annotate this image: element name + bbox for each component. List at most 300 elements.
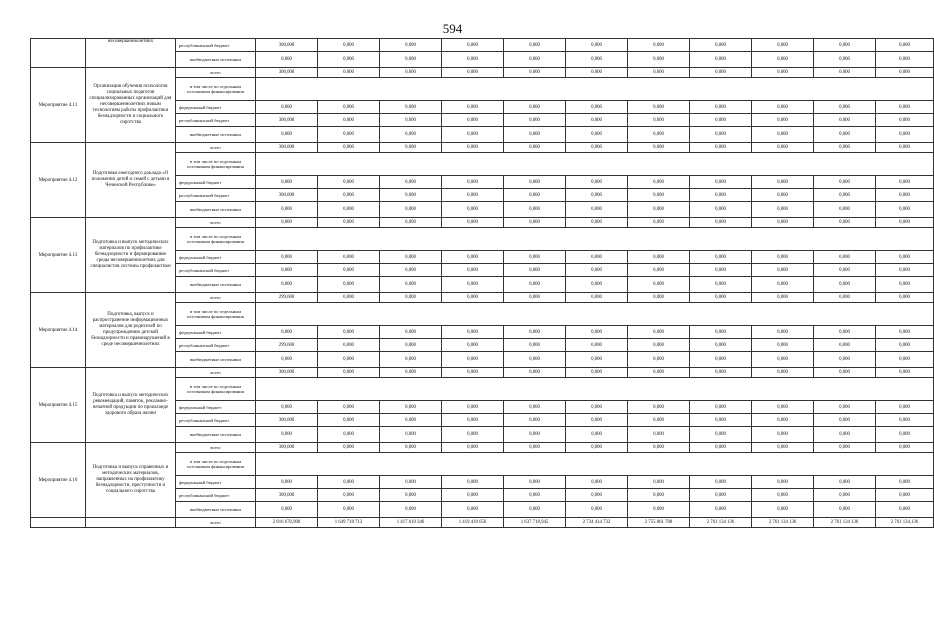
source-cell: всего bbox=[176, 368, 256, 378]
value-cell: 0,000 bbox=[690, 476, 752, 489]
value-cell: 0,000 bbox=[628, 339, 690, 352]
value-cell: 0,000 bbox=[566, 352, 628, 368]
value-cell: 0,000 bbox=[814, 176, 876, 189]
source-cell: внебюджетные источники bbox=[176, 427, 256, 443]
value-cell: 0,000 bbox=[504, 427, 566, 443]
value-cell: 0,000 bbox=[566, 251, 628, 264]
empty-value-cell bbox=[256, 228, 934, 251]
value-cell: 0,000 bbox=[380, 143, 442, 153]
value-cell: 0,000 bbox=[504, 352, 566, 368]
source-cell: республиканский бюджет bbox=[176, 489, 256, 502]
value-cell: 0,000 bbox=[256, 202, 318, 218]
value-cell: 0,000 bbox=[256, 251, 318, 264]
value-cell: 0,000 bbox=[814, 218, 876, 228]
value-cell: 0,000 bbox=[752, 68, 814, 78]
value-cell: 0,000 bbox=[256, 476, 318, 489]
value-cell: 0,000 bbox=[752, 401, 814, 414]
value-cell: 0,000 bbox=[566, 202, 628, 218]
value-cell: 0,000 bbox=[380, 218, 442, 228]
value-cell: 0,000 bbox=[442, 326, 504, 339]
source-cell: всего bbox=[176, 143, 256, 153]
value-cell: 0,000 bbox=[876, 339, 934, 352]
value-cell: 0,000 bbox=[814, 489, 876, 502]
source-cell: в том числе по отдельным источникам финансирования bbox=[176, 228, 256, 251]
value-cell: 0,000 bbox=[504, 218, 566, 228]
value-cell: 0,000 bbox=[380, 427, 442, 443]
value-cell: 0,000 bbox=[876, 502, 934, 518]
value-cell: 0,000 bbox=[442, 127, 504, 143]
value-cell: 0,000 bbox=[566, 101, 628, 114]
value-cell: 0,000 bbox=[566, 401, 628, 414]
value-cell: 0,000 bbox=[752, 414, 814, 427]
value-cell: 0,000 bbox=[752, 176, 814, 189]
value-cell: 300,000 bbox=[256, 114, 318, 127]
value-cell: 0,000 bbox=[256, 401, 318, 414]
value-cell: 0,000 bbox=[442, 101, 504, 114]
value-cell: 0,000 bbox=[504, 368, 566, 378]
source-cell: всего bbox=[176, 518, 256, 528]
value-cell: 0,000 bbox=[690, 127, 752, 143]
value-cell: 0,000 bbox=[318, 176, 380, 189]
value-cell: 0,000 bbox=[628, 326, 690, 339]
value-cell: 0,000 bbox=[318, 189, 380, 202]
value-cell: 0,000 bbox=[442, 352, 504, 368]
value-cell: 2 761 134,136 bbox=[876, 518, 934, 528]
value-cell: 0,000 bbox=[876, 326, 934, 339]
value-cell: 0,000 bbox=[504, 68, 566, 78]
value-cell: 0,000 bbox=[566, 143, 628, 153]
value-cell: 0,000 bbox=[256, 176, 318, 189]
value-cell: 0,000 bbox=[814, 502, 876, 518]
value-cell: 0,000 bbox=[690, 251, 752, 264]
value-cell: 0,000 bbox=[628, 202, 690, 218]
value-cell: 0,000 bbox=[814, 427, 876, 443]
value-cell: 0,000 bbox=[876, 251, 934, 264]
source-cell: всего bbox=[176, 68, 256, 78]
value-cell: 0,000 bbox=[566, 68, 628, 78]
value-cell: 0,000 bbox=[318, 277, 380, 293]
value-cell: 0,000 bbox=[690, 339, 752, 352]
value-cell: 0,000 bbox=[814, 189, 876, 202]
value-cell: 0,000 bbox=[752, 476, 814, 489]
value-cell: 0,000 bbox=[566, 114, 628, 127]
table-row bbox=[31, 218, 934, 228]
value-cell: 0,000 bbox=[318, 502, 380, 518]
value-cell: 0,000 bbox=[318, 427, 380, 443]
source-cell: всего bbox=[176, 443, 256, 453]
value-cell: 0,000 bbox=[814, 101, 876, 114]
value-cell: 0,000 bbox=[256, 101, 318, 114]
value-cell: 0,000 bbox=[876, 202, 934, 218]
value-cell: 0,000 bbox=[256, 127, 318, 143]
value-cell: 0,000 bbox=[752, 127, 814, 143]
value-cell: 0,000 bbox=[442, 176, 504, 189]
value-cell: 0,000 bbox=[442, 143, 504, 153]
value-cell: 0,000 bbox=[628, 127, 690, 143]
value-cell: 0,000 bbox=[318, 293, 380, 303]
total-row bbox=[31, 518, 934, 528]
value-cell: 0,000 bbox=[256, 502, 318, 518]
value-cell: 0,000 bbox=[442, 114, 504, 127]
value-cell: 300,000 bbox=[256, 189, 318, 202]
value-cell: 0,000 bbox=[876, 176, 934, 189]
value-cell: 0,000 bbox=[256, 52, 318, 68]
value-cell: 0,000 bbox=[876, 127, 934, 143]
source-cell: республиканский бюджет bbox=[176, 114, 256, 127]
value-cell: 0,000 bbox=[814, 293, 876, 303]
value-cell: 0,000 bbox=[318, 368, 380, 378]
value-cell: 0,000 bbox=[876, 476, 934, 489]
value-cell: 0,000 bbox=[876, 218, 934, 228]
value-cell: 0,000 bbox=[504, 277, 566, 293]
value-cell: 0,000 bbox=[628, 414, 690, 427]
value-cell: 0,000 bbox=[814, 127, 876, 143]
value-cell: 0,000 bbox=[814, 277, 876, 293]
value-cell: 0,000 bbox=[504, 114, 566, 127]
value-cell: 0,000 bbox=[566, 427, 628, 443]
value-cell: 0,000 bbox=[380, 489, 442, 502]
empty-value-cell bbox=[256, 303, 934, 326]
value-cell: 0,000 bbox=[690, 218, 752, 228]
value-cell: 0,000 bbox=[566, 476, 628, 489]
value-cell: 0,000 bbox=[566, 127, 628, 143]
value-cell: 0,000 bbox=[876, 368, 934, 378]
value-cell: 0,000 bbox=[690, 401, 752, 414]
value-cell: 0,000 bbox=[628, 189, 690, 202]
value-cell: 0,000 bbox=[752, 339, 814, 352]
measure-description-cell bbox=[86, 518, 176, 528]
value-cell: 0,000 bbox=[814, 264, 876, 277]
value-cell: 0,000 bbox=[628, 368, 690, 378]
value-cell: 0,000 bbox=[566, 339, 628, 352]
value-cell: 0,000 bbox=[690, 68, 752, 78]
value-cell: 0,000 bbox=[380, 264, 442, 277]
value-cell: 0,000 bbox=[752, 189, 814, 202]
value-cell: 0,000 bbox=[504, 101, 566, 114]
value-cell: 0,000 bbox=[504, 143, 566, 153]
value-cell: 0,000 bbox=[318, 489, 380, 502]
value-cell: 0,000 bbox=[814, 114, 876, 127]
value-cell: 0,000 bbox=[504, 414, 566, 427]
value-cell: 0,000 bbox=[566, 368, 628, 378]
value-cell: 0,000 bbox=[504, 401, 566, 414]
value-cell: 0,000 bbox=[876, 414, 934, 427]
measure-description-cell: Организация обучения психологов социальных педагогов специализированных организаций для несовершеннолетних новым технологиям работы профилактики безнадзорности и социального сиротства bbox=[86, 68, 176, 143]
value-cell: 0,000 bbox=[318, 101, 380, 114]
value-cell: 2 755 861 708 bbox=[628, 518, 690, 528]
value-cell: 0,000 bbox=[628, 68, 690, 78]
value-cell: 0,000 bbox=[566, 39, 628, 52]
value-cell: 0,000 bbox=[318, 401, 380, 414]
source-cell: республиканский бюджет bbox=[176, 39, 256, 52]
value-cell: 0,000 bbox=[690, 202, 752, 218]
value-cell: 0,000 bbox=[690, 326, 752, 339]
value-cell: 1 417 610 346 bbox=[380, 518, 442, 528]
value-cell: 0,000 bbox=[504, 251, 566, 264]
value-cell: 0,000 bbox=[628, 489, 690, 502]
value-cell: 0,000 bbox=[566, 52, 628, 68]
value-cell: 0,000 bbox=[566, 489, 628, 502]
value-cell: 0,000 bbox=[628, 401, 690, 414]
value-cell: 0,000 bbox=[566, 176, 628, 189]
value-cell: 0,000 bbox=[628, 52, 690, 68]
value-cell: 0,000 bbox=[876, 68, 934, 78]
value-cell: 0,000 bbox=[876, 352, 934, 368]
value-cell: 0,000 bbox=[380, 114, 442, 127]
source-cell: федеральный бюджет bbox=[176, 176, 256, 189]
value-cell: 0,000 bbox=[442, 443, 504, 453]
value-cell: 0,000 bbox=[628, 114, 690, 127]
value-cell: 299,600 bbox=[256, 293, 318, 303]
value-cell: 0,000 bbox=[380, 352, 442, 368]
value-cell: 0,000 bbox=[690, 176, 752, 189]
value-cell: 2 816 676,900 bbox=[256, 518, 318, 528]
value-cell: 0,000 bbox=[814, 39, 876, 52]
value-cell: 0,000 bbox=[504, 264, 566, 277]
value-cell: 0,000 bbox=[690, 427, 752, 443]
value-cell: 0,000 bbox=[318, 52, 380, 68]
value-cell: 0,000 bbox=[752, 293, 814, 303]
value-cell: 0,000 bbox=[628, 101, 690, 114]
empty-value-cell bbox=[256, 453, 934, 476]
value-cell: 0,000 bbox=[752, 326, 814, 339]
value-cell: 0,000 bbox=[876, 39, 934, 52]
value-cell: 300,000 bbox=[256, 68, 318, 78]
value-cell: 0,000 bbox=[876, 293, 934, 303]
value-cell: 0,000 bbox=[504, 476, 566, 489]
value-cell: 0,000 bbox=[380, 443, 442, 453]
value-cell: 0,000 bbox=[628, 251, 690, 264]
source-cell: республиканский бюджет bbox=[176, 189, 256, 202]
table-row bbox=[31, 39, 934, 52]
value-cell: 0,000 bbox=[628, 502, 690, 518]
source-cell: внебюджетные источники bbox=[176, 352, 256, 368]
value-cell: 0,000 bbox=[380, 52, 442, 68]
source-cell: в том числе по отдельным источникам финансирования bbox=[176, 153, 256, 176]
value-cell: 0,000 bbox=[628, 443, 690, 453]
value-cell: 0,000 bbox=[752, 251, 814, 264]
value-cell: 1 419 418 656 bbox=[442, 518, 504, 528]
value-cell: 0,000 bbox=[876, 101, 934, 114]
source-cell: внебюджетные источники bbox=[176, 127, 256, 143]
value-cell: 0,000 bbox=[752, 202, 814, 218]
measure-name-cell: Мероприятие 4.16 bbox=[31, 443, 86, 518]
value-cell: 0,000 bbox=[504, 176, 566, 189]
value-cell: 0,000 bbox=[690, 489, 752, 502]
value-cell: 0,000 bbox=[504, 339, 566, 352]
budget-table bbox=[30, 38, 934, 528]
value-cell: 0,000 bbox=[876, 489, 934, 502]
source-cell: в том числе по отдельным источникам финансирования bbox=[176, 78, 256, 101]
source-cell: федеральный бюджет bbox=[176, 401, 256, 414]
value-cell: 0,000 bbox=[318, 339, 380, 352]
value-cell: 0,000 bbox=[690, 264, 752, 277]
value-cell: 0,000 bbox=[752, 218, 814, 228]
value-cell: 0,000 bbox=[442, 339, 504, 352]
value-cell: 0,000 bbox=[752, 443, 814, 453]
value-cell: 0,000 bbox=[256, 352, 318, 368]
value-cell: 0,000 bbox=[442, 264, 504, 277]
value-cell: 0,000 bbox=[380, 39, 442, 52]
value-cell: 0,000 bbox=[442, 277, 504, 293]
value-cell: 0,000 bbox=[380, 414, 442, 427]
value-cell: 0,000 bbox=[442, 189, 504, 202]
value-cell: 0,000 bbox=[380, 101, 442, 114]
value-cell: 0,000 bbox=[380, 401, 442, 414]
value-cell: 0,000 bbox=[876, 264, 934, 277]
value-cell: 0,000 bbox=[442, 401, 504, 414]
value-cell: 0,000 bbox=[318, 39, 380, 52]
value-cell: 0,000 bbox=[442, 368, 504, 378]
value-cell: 0,000 bbox=[628, 218, 690, 228]
value-cell: 0,000 bbox=[690, 189, 752, 202]
value-cell: 0,000 bbox=[566, 264, 628, 277]
value-cell: 0,000 bbox=[752, 114, 814, 127]
value-cell: 299,600 bbox=[256, 339, 318, 352]
source-cell: республиканский бюджет bbox=[176, 414, 256, 427]
empty-value-cell bbox=[256, 378, 934, 401]
value-cell: 0,000 bbox=[318, 127, 380, 143]
source-cell: в том числе по отдельным источникам финансирования bbox=[176, 303, 256, 326]
measure-name-cell bbox=[31, 518, 86, 528]
source-cell: федеральный бюджет bbox=[176, 476, 256, 489]
value-cell: 0,000 bbox=[876, 443, 934, 453]
value-cell: 0,000 bbox=[504, 189, 566, 202]
table-body bbox=[31, 39, 934, 528]
value-cell: 0,000 bbox=[752, 101, 814, 114]
value-cell: 0,000 bbox=[504, 127, 566, 143]
value-cell: 0,000 bbox=[628, 476, 690, 489]
value-cell: 0,000 bbox=[256, 264, 318, 277]
value-cell: 0,000 bbox=[690, 114, 752, 127]
value-cell: 0,000 bbox=[566, 189, 628, 202]
value-cell: 0,000 bbox=[876, 189, 934, 202]
value-cell: 300,000 bbox=[256, 414, 318, 427]
table-row bbox=[31, 68, 934, 78]
source-cell: федеральный бюджет bbox=[176, 251, 256, 264]
value-cell: 0,000 bbox=[690, 277, 752, 293]
measure-name-cell: Мероприятие 4.11 bbox=[31, 68, 86, 143]
measure-name-cell bbox=[31, 39, 86, 68]
value-cell: 0,000 bbox=[814, 414, 876, 427]
value-cell: 0,000 bbox=[380, 326, 442, 339]
value-cell: 0,000 bbox=[628, 39, 690, 52]
value-cell: 0,000 bbox=[380, 202, 442, 218]
value-cell: 0,000 bbox=[690, 39, 752, 52]
value-cell: 0,000 bbox=[814, 52, 876, 68]
table-row bbox=[31, 293, 934, 303]
value-cell: 0,000 bbox=[752, 52, 814, 68]
value-cell: 0,000 bbox=[380, 293, 442, 303]
source-cell: в том числе по отдельным источникам финансирования bbox=[176, 453, 256, 476]
value-cell: 0,000 bbox=[318, 264, 380, 277]
value-cell: 0,000 bbox=[814, 68, 876, 78]
value-cell: 0,000 bbox=[752, 264, 814, 277]
value-cell: 0,000 bbox=[504, 293, 566, 303]
value-cell: 0,000 bbox=[690, 443, 752, 453]
value-cell: 300,000 bbox=[256, 143, 318, 153]
measure-description-cell: Подготовка и выпуск методических рекомендаций, памяток, рекламно-печатной продукции по пропаганде здорового образа жизни bbox=[86, 368, 176, 443]
value-cell: 0,000 bbox=[628, 427, 690, 443]
source-cell: внебюджетные источники bbox=[176, 52, 256, 68]
value-cell: 0,000 bbox=[504, 443, 566, 453]
value-cell: 0,000 bbox=[318, 443, 380, 453]
value-cell: 0,000 bbox=[876, 114, 934, 127]
measure-description-cell: Подготовка, выпуск и распространение информационных материалов для родителей по предупреждению детской безнадзорности и правонарушений в среде несовершеннолетних bbox=[86, 293, 176, 368]
value-cell: 0,000 bbox=[814, 401, 876, 414]
measure-description-cell: Подготовка и выпуск справочных и методических материалов, направленных на профилактику безнадзорности, преступности и социального сиротства bbox=[86, 443, 176, 518]
table-row bbox=[31, 368, 934, 378]
value-cell: 300,000 bbox=[256, 368, 318, 378]
source-cell: внебюджетные источники bbox=[176, 202, 256, 218]
value-cell: 0,000 bbox=[256, 427, 318, 443]
value-cell: 0,000 bbox=[814, 443, 876, 453]
source-cell: федеральный бюджет bbox=[176, 326, 256, 339]
value-cell: 0,000 bbox=[318, 326, 380, 339]
value-cell: 0,000 bbox=[380, 189, 442, 202]
value-cell: 0,000 bbox=[442, 414, 504, 427]
value-cell: 0,000 bbox=[504, 502, 566, 518]
value-cell: 0,000 bbox=[566, 326, 628, 339]
value-cell: 0,000 bbox=[814, 339, 876, 352]
source-cell: внебюджетные источники bbox=[176, 277, 256, 293]
value-cell: 0,000 bbox=[690, 352, 752, 368]
value-cell: 0,000 bbox=[504, 326, 566, 339]
value-cell: 0,000 bbox=[442, 218, 504, 228]
value-cell: 0,000 bbox=[318, 218, 380, 228]
source-cell: республиканский бюджет bbox=[176, 264, 256, 277]
value-cell: 0,000 bbox=[442, 39, 504, 52]
source-cell: республиканский бюджет bbox=[176, 339, 256, 352]
value-cell: 1 637 718,945 bbox=[504, 518, 566, 528]
value-cell: 0,000 bbox=[380, 339, 442, 352]
value-cell: 0,000 bbox=[380, 368, 442, 378]
value-cell: 2 761 134 136 bbox=[814, 518, 876, 528]
value-cell: 0,000 bbox=[318, 202, 380, 218]
value-cell: 0,000 bbox=[566, 218, 628, 228]
value-cell: 2 761 134 136 bbox=[690, 518, 752, 528]
measure-name-cell: Мероприятие 4.15 bbox=[31, 368, 86, 443]
value-cell: 0,000 bbox=[628, 293, 690, 303]
value-cell: 0,000 bbox=[380, 502, 442, 518]
value-cell: 0,000 bbox=[442, 251, 504, 264]
value-cell: 0,000 bbox=[690, 414, 752, 427]
value-cell: 0,000 bbox=[504, 202, 566, 218]
value-cell: 0,000 bbox=[380, 277, 442, 293]
value-cell: 0,000 bbox=[442, 202, 504, 218]
value-cell: 0,000 bbox=[442, 293, 504, 303]
value-cell: 0,000 bbox=[566, 293, 628, 303]
value-cell: 0,000 bbox=[876, 427, 934, 443]
value-cell: 0,000 bbox=[566, 443, 628, 453]
value-cell: 0,000 bbox=[814, 352, 876, 368]
value-cell: 0,000 bbox=[814, 202, 876, 218]
value-cell: 0,000 bbox=[628, 176, 690, 189]
value-cell: 0,000 bbox=[442, 489, 504, 502]
value-cell: 0,000 bbox=[814, 143, 876, 153]
value-cell: 0,000 bbox=[318, 414, 380, 427]
measure-description-cell: несовершеннолетних bbox=[86, 39, 176, 68]
value-cell: 0,000 bbox=[504, 489, 566, 502]
empty-value-cell bbox=[256, 153, 934, 176]
value-cell: 0,000 bbox=[380, 476, 442, 489]
value-cell: 0,000 bbox=[628, 143, 690, 153]
value-cell: 0,000 bbox=[318, 476, 380, 489]
value-cell: 300,000 bbox=[256, 39, 318, 52]
value-cell: 0,000 bbox=[442, 52, 504, 68]
value-cell: 0,000 bbox=[442, 427, 504, 443]
value-cell: 0,000 bbox=[690, 502, 752, 518]
